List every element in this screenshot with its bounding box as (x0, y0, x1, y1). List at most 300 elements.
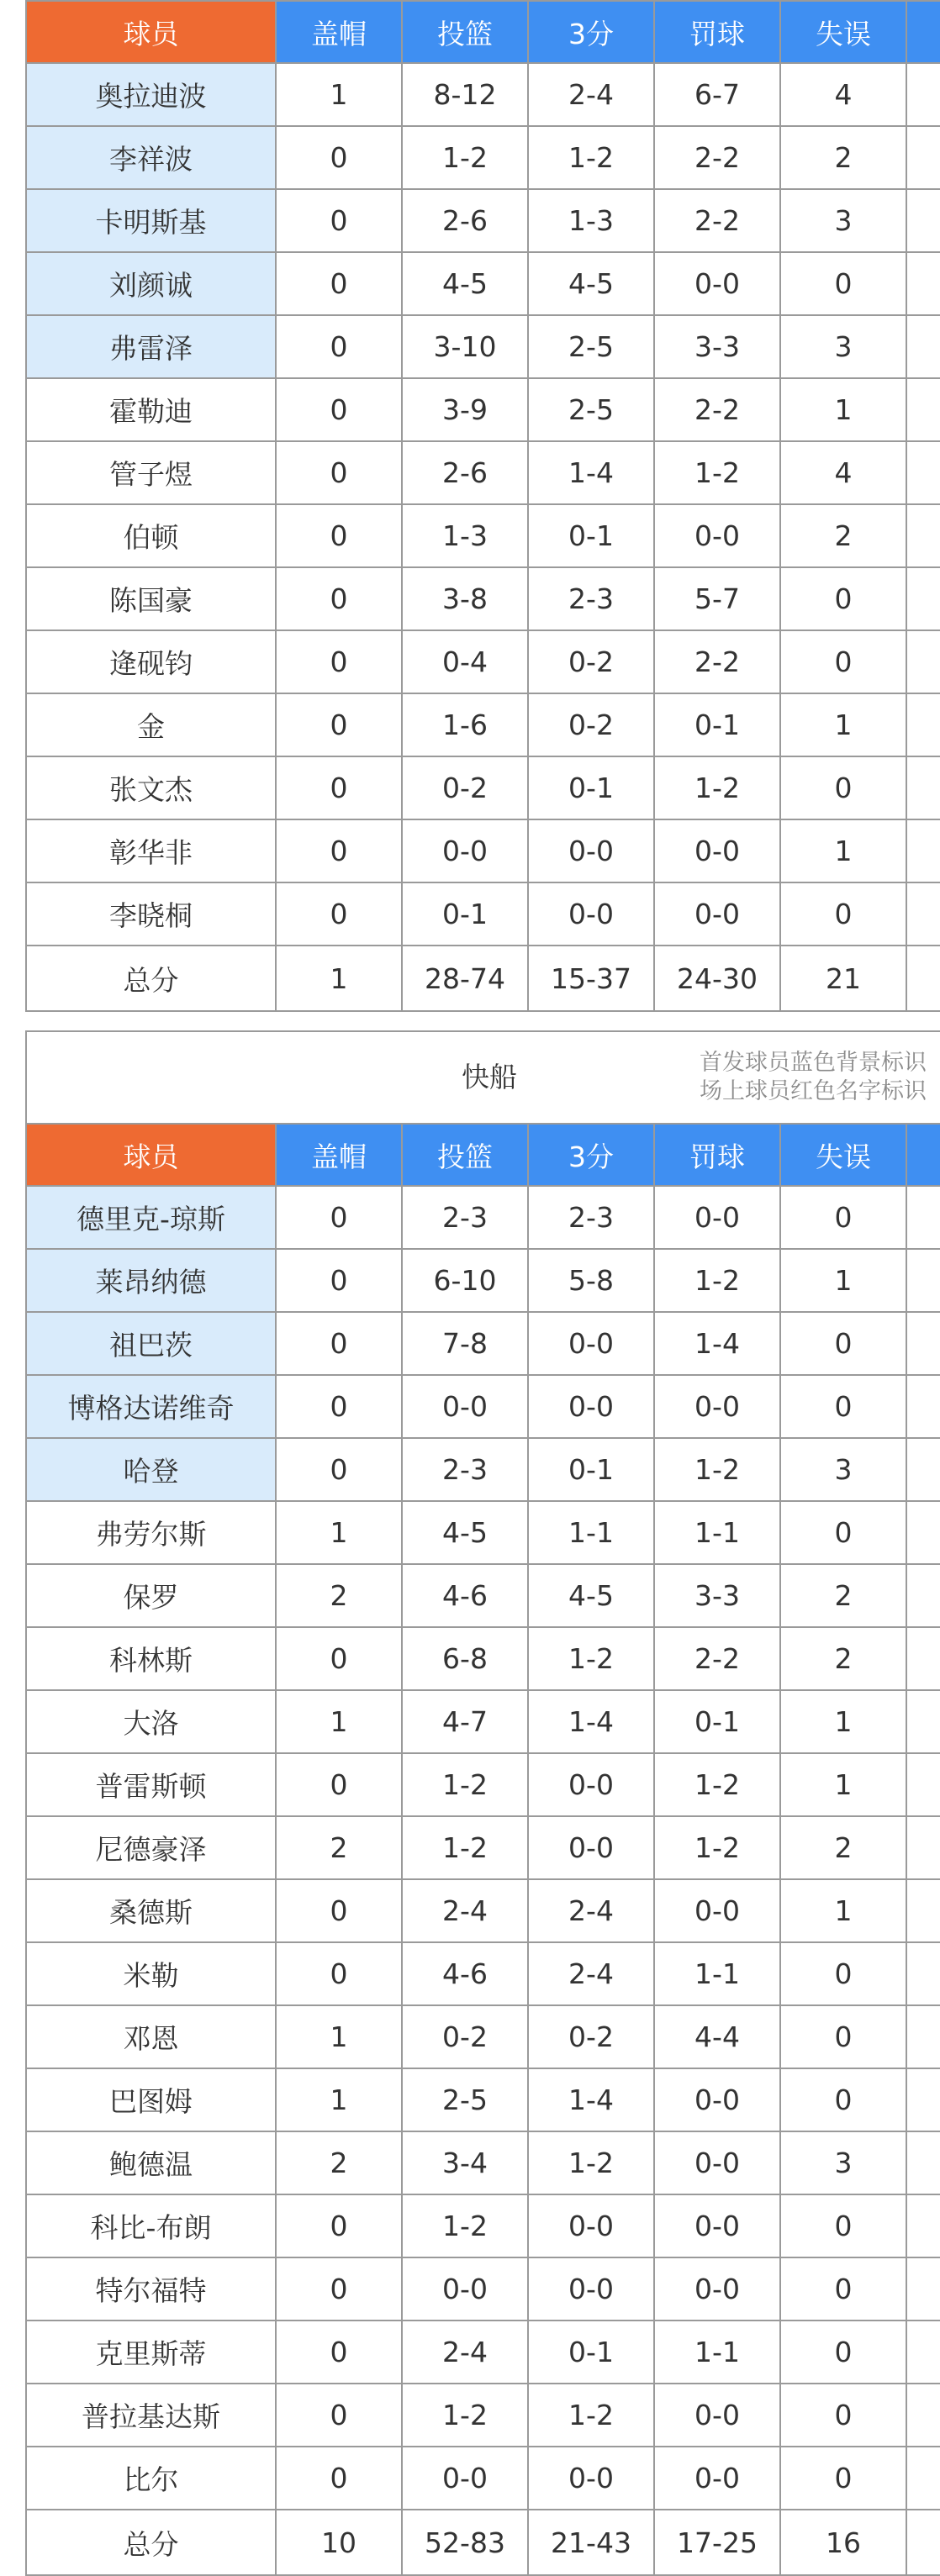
team2-name: 快船 (462, 1061, 517, 1093)
stat-ft: 0-0 (654, 252, 780, 315)
stat-three: 1-2 (528, 1627, 654, 1690)
column-header-player: 球员 (27, 1124, 276, 1186)
stat-blocks: 2 (276, 2131, 402, 2194)
edge-cell (906, 1501, 940, 1564)
stat-blocks: 0 (276, 1249, 402, 1312)
stat-blocks: 0 (276, 1375, 402, 1438)
stat-three: 1-2 (528, 2384, 654, 2447)
stat-turnovers: 1 (780, 693, 906, 756)
player-name: 尼德豪泽 (27, 1816, 276, 1879)
stat-ft: 2-2 (654, 378, 780, 441)
stat-fg: 0-2 (402, 2005, 528, 2068)
total-blocks: 10 (276, 2510, 402, 2575)
stat-three: 1-4 (528, 2068, 654, 2131)
edge-cell (906, 756, 940, 819)
team1-header-row (27, 2, 940, 63)
stat-three: 0-0 (528, 882, 654, 946)
stat-ft: 0-0 (654, 2068, 780, 2131)
player-name: 霍勒迪 (27, 378, 276, 441)
column-header-edge (906, 1124, 940, 1186)
stat-three: 0-2 (528, 693, 654, 756)
player-name: 奥拉迪波 (27, 63, 276, 126)
player-name: 保罗 (27, 1564, 276, 1627)
stat-blocks: 1 (276, 1690, 402, 1753)
stat-turnovers: 0 (780, 1501, 906, 1564)
stat-fg: 0-0 (402, 2257, 528, 2321)
stat-three: 0-0 (528, 2257, 654, 2321)
stat-three: 0-0 (528, 1816, 654, 1879)
edge-cell (906, 1312, 940, 1375)
table-row (27, 2321, 940, 2384)
stat-blocks: 0 (276, 882, 402, 946)
stat-turnovers: 0 (780, 2068, 906, 2131)
stat-ft: 0-0 (654, 882, 780, 946)
stat-blocks: 0 (276, 189, 402, 252)
table-row (27, 1753, 940, 1816)
table-row (27, 63, 940, 126)
column-header-ft: 罚球 (654, 1124, 780, 1186)
stat-fg: 6-10 (402, 1249, 528, 1312)
stat-blocks: 0 (276, 2194, 402, 2257)
stat-three: 2-3 (528, 1186, 654, 1249)
table-row (27, 2194, 940, 2257)
table-row (27, 504, 940, 567)
player-name: 逄砚钧 (27, 630, 276, 693)
table-row (27, 189, 940, 252)
stat-turnovers: 1 (780, 378, 906, 441)
team2-total-row (27, 2510, 940, 2575)
table-row (27, 252, 940, 315)
team2-title-row (27, 1032, 940, 1124)
stat-turnovers: 0 (780, 2257, 906, 2321)
player-name: 科林斯 (27, 1627, 276, 1690)
table-row (27, 1942, 940, 2005)
table-row (27, 1501, 940, 1564)
stat-blocks: 0 (276, 1627, 402, 1690)
stat-turnovers: 0 (780, 1186, 906, 1249)
table-row (27, 756, 940, 819)
stat-fg: 0-0 (402, 819, 528, 882)
table-row (27, 1690, 940, 1753)
player-name: 桑德斯 (27, 1879, 276, 1942)
stat-fg: 2-6 (402, 441, 528, 504)
player-name: 普雷斯顿 (27, 1753, 276, 1816)
total-turnovers: 16 (780, 2510, 906, 2575)
table-row (27, 819, 940, 882)
stat-ft: 0-0 (654, 2131, 780, 2194)
table-row (27, 693, 940, 756)
table-row (27, 2447, 940, 2510)
stat-ft: 1-4 (654, 1312, 780, 1375)
player-name: 伯顿 (27, 504, 276, 567)
player-name: 李祥波 (27, 126, 276, 189)
stat-fg: 1-3 (402, 504, 528, 567)
total-fg: 28-74 (402, 946, 528, 1011)
player-name: 博格达诺维奇 (27, 1375, 276, 1438)
stat-ft: 1-1 (654, 2321, 780, 2384)
stat-blocks: 0 (276, 2384, 402, 2447)
stat-three: 2-5 (528, 315, 654, 378)
stat-ft: 0-0 (654, 504, 780, 567)
player-name: 祖巴茨 (27, 1312, 276, 1375)
stat-turnovers: 1 (780, 1690, 906, 1753)
stat-turnovers: 0 (780, 567, 906, 630)
edge-cell (906, 2068, 940, 2131)
stat-fg: 2-4 (402, 1879, 528, 1942)
edge-cell (906, 2194, 940, 2257)
stat-fg: 6-8 (402, 1627, 528, 1690)
team2-boxscore-panel (25, 1030, 940, 2576)
stat-three: 0-0 (528, 819, 654, 882)
total-label: 总分 (27, 946, 276, 1011)
stat-blocks: 0 (276, 504, 402, 567)
player-name: 大洛 (27, 1690, 276, 1753)
stat-fg: 0-2 (402, 756, 528, 819)
stat-turnovers: 3 (780, 2131, 906, 2194)
team1-boxscore-panel (25, 0, 940, 1012)
column-header-fg: 投篮 (402, 2, 528, 63)
stat-ft: 0-0 (654, 1186, 780, 1249)
stat-three: 0-1 (528, 504, 654, 567)
stat-turnovers: 0 (780, 2005, 906, 2068)
player-name: 管子煜 (27, 441, 276, 504)
stat-three: 0-0 (528, 1312, 654, 1375)
stat-turnovers: 1 (780, 819, 906, 882)
column-header-blocks: 盖帽 (276, 2, 402, 63)
stat-ft: 0-0 (654, 2447, 780, 2510)
table-row (27, 1375, 940, 1438)
edge-cell (906, 567, 940, 630)
table-row (27, 441, 940, 504)
edge-cell (906, 882, 940, 946)
player-name: 科比-布朗 (27, 2194, 276, 2257)
stat-fg: 0-4 (402, 630, 528, 693)
team1-total-row (27, 946, 940, 1011)
stat-fg: 1-2 (402, 1753, 528, 1816)
edge-cell (906, 2131, 940, 2194)
stat-blocks: 0 (276, 1438, 402, 1501)
player-name: 巴图姆 (27, 2068, 276, 2131)
edge-cell (906, 2510, 940, 2575)
table-row (27, 1438, 940, 1501)
table-row (27, 2131, 940, 2194)
player-name: 米勒 (27, 1942, 276, 2005)
stat-blocks: 0 (276, 126, 402, 189)
table-row (27, 1312, 940, 1375)
stat-fg: 4-6 (402, 1942, 528, 2005)
stat-blocks: 2 (276, 1564, 402, 1627)
player-name: 鲍德温 (27, 2131, 276, 2194)
table-row (27, 2005, 940, 2068)
stat-three: 0-1 (528, 2321, 654, 2384)
column-header-blocks: 盖帽 (276, 1124, 402, 1186)
stat-blocks: 2 (276, 1816, 402, 1879)
stat-fg: 4-7 (402, 1690, 528, 1753)
team2-title-cell (27, 1032, 940, 1124)
edge-cell (906, 504, 940, 567)
edge-cell (906, 946, 940, 1011)
stat-ft: 0-0 (654, 819, 780, 882)
stat-ft: 2-2 (654, 126, 780, 189)
stat-blocks: 0 (276, 252, 402, 315)
stat-blocks: 0 (276, 441, 402, 504)
edge-cell (906, 1942, 940, 2005)
stat-blocks: 0 (276, 567, 402, 630)
player-name: 彰华非 (27, 819, 276, 882)
stat-turnovers: 1 (780, 1249, 906, 1312)
stat-fg: 0-0 (402, 2447, 528, 2510)
column-header-fg: 投篮 (402, 1124, 528, 1186)
stat-three: 2-4 (528, 1942, 654, 2005)
stat-turnovers: 4 (780, 63, 906, 126)
stat-ft: 4-4 (654, 2005, 780, 2068)
edge-cell (906, 126, 940, 189)
stat-three: 0-0 (528, 2447, 654, 2510)
stat-ft: 0-0 (654, 2257, 780, 2321)
stat-ft: 2-2 (654, 189, 780, 252)
table-row (27, 882, 940, 946)
total-label: 总分 (27, 2510, 276, 2575)
stat-fg: 3-8 (402, 567, 528, 630)
edge-cell (906, 693, 940, 756)
stat-three: 1-1 (528, 1501, 654, 1564)
stat-three: 1-2 (528, 126, 654, 189)
total-ft: 17-25 (654, 2510, 780, 2575)
table-row (27, 126, 940, 189)
edge-cell (906, 2321, 940, 2384)
stat-turnovers: 3 (780, 1438, 906, 1501)
edge-cell (906, 2384, 940, 2447)
player-name: 哈登 (27, 1438, 276, 1501)
stat-three: 1-2 (528, 2131, 654, 2194)
stat-turnovers: 0 (780, 1312, 906, 1375)
stat-three: 2-4 (528, 63, 654, 126)
stat-three: 0-0 (528, 1753, 654, 1816)
stat-turnovers: 0 (780, 1942, 906, 2005)
stat-blocks: 0 (276, 693, 402, 756)
edge-cell (906, 63, 940, 126)
stat-ft: 0-1 (654, 693, 780, 756)
stat-ft: 0-0 (654, 1375, 780, 1438)
stat-turnovers: 0 (780, 252, 906, 315)
stat-three: 0-1 (528, 756, 654, 819)
edge-cell (906, 1249, 940, 1312)
stat-fg: 2-3 (402, 1438, 528, 1501)
stat-blocks: 1 (276, 63, 402, 126)
stat-fg: 1-6 (402, 693, 528, 756)
stat-fg: 0-0 (402, 1375, 528, 1438)
stat-blocks: 0 (276, 315, 402, 378)
stat-three: 4-5 (528, 1564, 654, 1627)
stat-ft: 3-3 (654, 315, 780, 378)
stat-ft: 1-2 (654, 1816, 780, 1879)
edge-cell (906, 189, 940, 252)
stat-blocks: 0 (276, 1942, 402, 2005)
total-turnovers: 21 (780, 946, 906, 1011)
stat-turnovers: 2 (780, 1816, 906, 1879)
stat-three: 0-0 (528, 1375, 654, 1438)
stat-turnovers: 3 (780, 315, 906, 378)
edge-cell (906, 1816, 940, 1879)
edge-cell (906, 630, 940, 693)
stat-blocks: 0 (276, 2257, 402, 2321)
stat-turnovers: 3 (780, 189, 906, 252)
column-header-turnovers: 失误 (780, 2, 906, 63)
stat-fg: 0-1 (402, 882, 528, 946)
stat-turnovers: 0 (780, 2384, 906, 2447)
stat-blocks: 0 (276, 378, 402, 441)
stat-blocks: 0 (276, 1753, 402, 1816)
column-header-ft: 罚球 (654, 2, 780, 63)
stat-ft: 0-0 (654, 2194, 780, 2257)
player-name: 李晓桐 (27, 882, 276, 946)
stat-blocks: 1 (276, 1501, 402, 1564)
edge-cell (906, 819, 940, 882)
edge-cell (906, 1438, 940, 1501)
stat-blocks: 0 (276, 819, 402, 882)
stat-blocks: 0 (276, 756, 402, 819)
edge-cell (906, 1564, 940, 1627)
total-fg: 52-83 (402, 2510, 528, 2575)
table-row (27, 2257, 940, 2321)
team2-header-row (27, 1124, 940, 1186)
stat-three: 0-2 (528, 630, 654, 693)
column-header-three: 3分 (528, 1124, 654, 1186)
stat-three: 2-3 (528, 567, 654, 630)
column-header-turnovers: 失误 (780, 1124, 906, 1186)
stat-ft: 1-2 (654, 1249, 780, 1312)
edge-cell (906, 1627, 940, 1690)
stat-fg: 4-5 (402, 252, 528, 315)
stat-ft: 2-2 (654, 1627, 780, 1690)
stat-ft: 1-2 (654, 1753, 780, 1816)
stat-three: 1-4 (528, 1690, 654, 1753)
edge-cell (906, 1375, 940, 1438)
stat-fg: 1-2 (402, 2194, 528, 2257)
stat-fg: 4-5 (402, 1501, 528, 1564)
player-name: 弗劳尔斯 (27, 1501, 276, 1564)
stat-turnovers: 0 (780, 882, 906, 946)
edge-cell (906, 2005, 940, 2068)
player-name: 陈国豪 (27, 567, 276, 630)
stat-turnovers: 0 (780, 2194, 906, 2257)
edge-cell (906, 252, 940, 315)
player-name: 张文杰 (27, 756, 276, 819)
table-row (27, 1879, 940, 1942)
stat-turnovers: 2 (780, 1564, 906, 1627)
stat-three: 2-4 (528, 1879, 654, 1942)
player-name: 金 (27, 693, 276, 756)
stat-ft: 1-2 (654, 1438, 780, 1501)
stat-blocks: 0 (276, 1186, 402, 1249)
stat-blocks: 1 (276, 2068, 402, 2131)
edge-cell (906, 1690, 940, 1753)
stat-turnovers: 1 (780, 1753, 906, 1816)
total-three: 21-43 (528, 2510, 654, 2575)
column-header-edge (906, 2, 940, 63)
stat-three: 2-5 (528, 378, 654, 441)
stat-ft: 0-0 (654, 2384, 780, 2447)
stat-turnovers: 2 (780, 126, 906, 189)
stat-ft: 5-7 (654, 567, 780, 630)
table-row (27, 2068, 940, 2131)
stat-fg: 1-2 (402, 2384, 528, 2447)
stat-ft: 3-3 (654, 1564, 780, 1627)
team1-boxscore-table (27, 2, 940, 1012)
player-name: 普拉基达斯 (27, 2384, 276, 2447)
stat-three: 1-3 (528, 189, 654, 252)
stat-three: 0-1 (528, 1438, 654, 1501)
player-name: 弗雷泽 (27, 315, 276, 378)
player-name: 特尔福特 (27, 2257, 276, 2321)
stat-fg: 2-5 (402, 2068, 528, 2131)
stat-ft: 6-7 (654, 63, 780, 126)
stat-turnovers: 4 (780, 441, 906, 504)
stat-three: 0-0 (528, 2194, 654, 2257)
stat-ft: 1-1 (654, 1942, 780, 2005)
player-name: 克里斯蒂 (27, 2321, 276, 2384)
stat-turnovers: 2 (780, 504, 906, 567)
edge-cell (906, 2257, 940, 2321)
table-row (27, 567, 940, 630)
stat-three: 1-4 (528, 441, 654, 504)
table-row (27, 378, 940, 441)
team2-boxscore-table (27, 1032, 940, 2576)
stat-ft: 0-1 (654, 1690, 780, 1753)
edge-cell (906, 1186, 940, 1249)
stat-fg: 2-6 (402, 189, 528, 252)
stat-ft: 1-2 (654, 441, 780, 504)
stat-fg: 8-12 (402, 63, 528, 126)
stat-three: 4-5 (528, 252, 654, 315)
table-row (27, 1627, 940, 1690)
stat-ft: 1-2 (654, 756, 780, 819)
table-row (27, 1816, 940, 1879)
stat-fg: 1-2 (402, 1816, 528, 1879)
stat-fg: 3-4 (402, 2131, 528, 2194)
team2-legend (700, 1049, 927, 1106)
edge-cell (906, 315, 940, 378)
table-row (27, 1249, 940, 1312)
player-name: 德里克-琼斯 (27, 1186, 276, 1249)
column-header-player: 球员 (27, 2, 276, 63)
stat-blocks: 0 (276, 2447, 402, 2510)
stat-blocks: 1 (276, 2005, 402, 2068)
stat-fg: 2-3 (402, 1186, 528, 1249)
player-name: 邓恩 (27, 2005, 276, 2068)
stat-turnovers: 1 (780, 1879, 906, 1942)
player-name: 卡明斯基 (27, 189, 276, 252)
edge-cell (906, 441, 940, 504)
edge-cell (906, 2447, 940, 2510)
player-name: 莱昂纳德 (27, 1249, 276, 1312)
stat-turnovers: 0 (780, 1375, 906, 1438)
table-row (27, 630, 940, 693)
stat-blocks: 0 (276, 2321, 402, 2384)
table-row (27, 315, 940, 378)
player-name: 比尔 (27, 2447, 276, 2510)
total-ft: 24-30 (654, 946, 780, 1011)
edge-cell (906, 1879, 940, 1942)
stat-fg: 7-8 (402, 1312, 528, 1375)
table-row (27, 2384, 940, 2447)
edge-cell (906, 1753, 940, 1816)
stat-ft: 1-1 (654, 1501, 780, 1564)
stat-fg: 2-4 (402, 2321, 528, 2384)
stat-ft: 0-0 (654, 1879, 780, 1942)
legend-starter-note: 首发球员蓝色背景标识 (700, 1050, 927, 1076)
table-row (27, 1564, 940, 1627)
